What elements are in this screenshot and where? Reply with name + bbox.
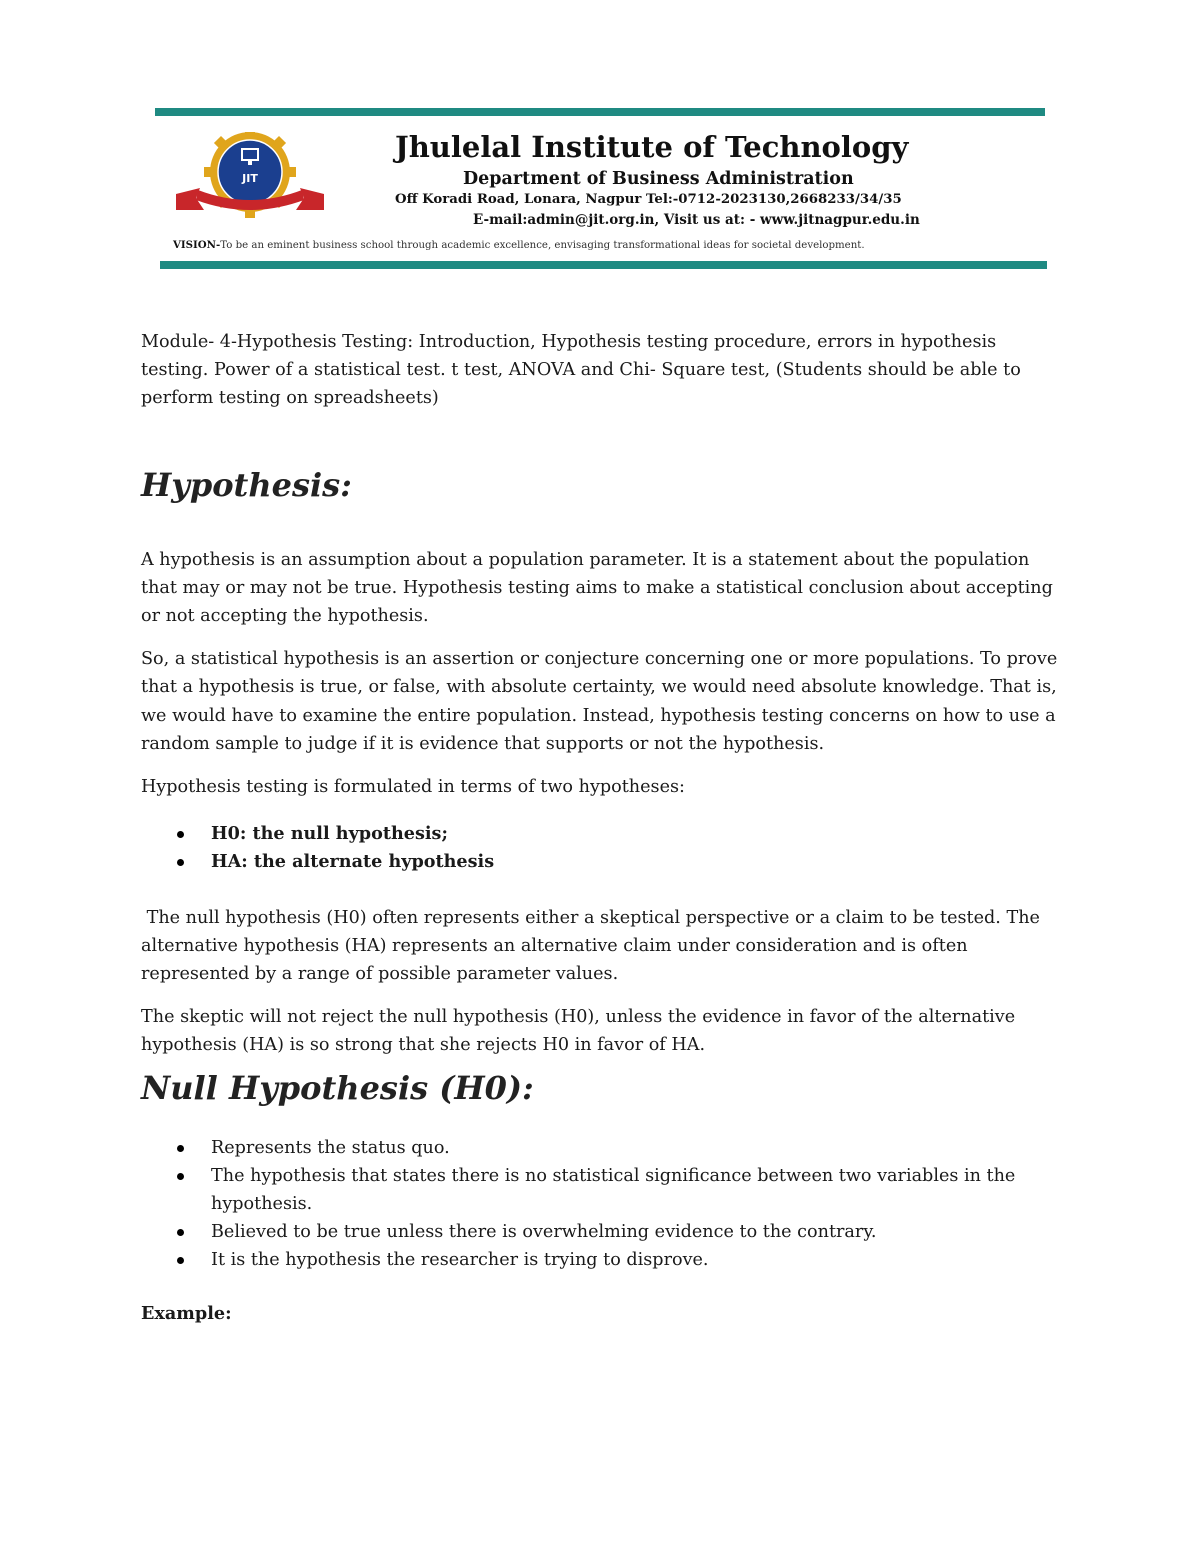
letterhead-top-bar bbox=[155, 108, 1045, 116]
bullet-icon bbox=[177, 1257, 184, 1264]
bullet-icon bbox=[177, 859, 184, 866]
bullet-icon bbox=[177, 831, 184, 838]
letterhead-bottom-bar bbox=[160, 261, 1047, 269]
list-item: HA: the alternate hypothesis bbox=[141, 848, 1061, 876]
department-name: Department of Business Administration bbox=[463, 169, 854, 189]
hypothesis-definition: A hypothesis is an assumption about a population parameter. It is a statement about the population that may or may not be true. Hypothesis testing aims to make a statistical conclusion about accepting or not accepting the hypothesis. bbox=[141, 549, 1053, 627]
list-item: Believed to be true unless there is overwhelming evidence to the contrary. bbox=[141, 1218, 1061, 1246]
svg-text:JIT: JIT bbox=[242, 172, 258, 185]
institute-address: Off Koradi Road, Lonara, Nagpur Tel:-0712-2023130,2668233/34/35 bbox=[395, 192, 902, 207]
null-hypothesis-list bbox=[141, 1134, 1061, 1275]
list-item: H0: the null hypothesis; bbox=[141, 820, 1061, 848]
letterhead bbox=[152, 104, 1050, 272]
document-body bbox=[141, 328, 1061, 1328]
list-item: The hypothesis that states there is no statistical significance between two variables in the hypothesis. bbox=[141, 1162, 1061, 1218]
hypothesis-heading: Hypothesis: bbox=[141, 465, 352, 504]
hypotheses-list bbox=[141, 820, 1061, 876]
null-alternative-paragraph: The null hypothesis (H0) often represents either a skeptical perspective or a claim to be tested. The alternative hypothesis (HA) represents an alternative claim under consideration and is often represented by a range of possible parameter values. bbox=[141, 907, 1046, 985]
list-item: Represents the status quo. bbox=[141, 1134, 1061, 1162]
institute-contact: E-mail:admin@jit.org.in, Visit us at: - www.jitnagpur.edu.in bbox=[473, 212, 920, 228]
vision-label: VISION- bbox=[173, 239, 221, 251]
skeptic-paragraph: The skeptic will not reject the null hypothesis (H0), unless the evidence in favor of the alternative hypothesis (HA) is so strong that she rejects H0 in favor of HA. bbox=[141, 1007, 1016, 1056]
list-item: It is the hypothesis the researcher is trying to disprove. bbox=[141, 1246, 1061, 1274]
bullet-icon bbox=[177, 1229, 184, 1236]
example-label: Example: bbox=[141, 1302, 232, 1324]
institute-name: Jhulelal Institute of Technology bbox=[395, 130, 909, 164]
vision-statement bbox=[173, 239, 865, 251]
bullet-icon bbox=[177, 1145, 184, 1152]
two-hypotheses-intro: Hypothesis testing is formulated in terms of two hypotheses: bbox=[141, 777, 685, 798]
statistical-hypothesis-paragraph: So, a statistical hypothesis is an assertion or conjecture concerning one or more populations. To prove that a hypothesis is true, or false, with absolute certainty, we would need absolute knowledge. That is, we would have to examine the entire population. Instead, hypothesis testing concerns on how to use a random sample to judge if it is evidence that supports or not the hypothesis. bbox=[141, 649, 1058, 754]
module-description: Module- 4-Hypothesis Testing: Introduction, Hypothesis testing procedure, errors in hypothesis testing. Power of a statistical test. t test, ANOVA and Chi- Square test, (Students should be able to perform testing on spreadsheets) bbox=[141, 332, 1021, 409]
institute-logo bbox=[174, 132, 326, 224]
bullet-icon bbox=[177, 1173, 184, 1180]
vision-text: To be an eminent business school through academic excellence, envisaging transformational ideas for societal development. bbox=[220, 240, 865, 251]
null-hypothesis-heading: Null Hypothesis (H0): bbox=[141, 1068, 534, 1107]
